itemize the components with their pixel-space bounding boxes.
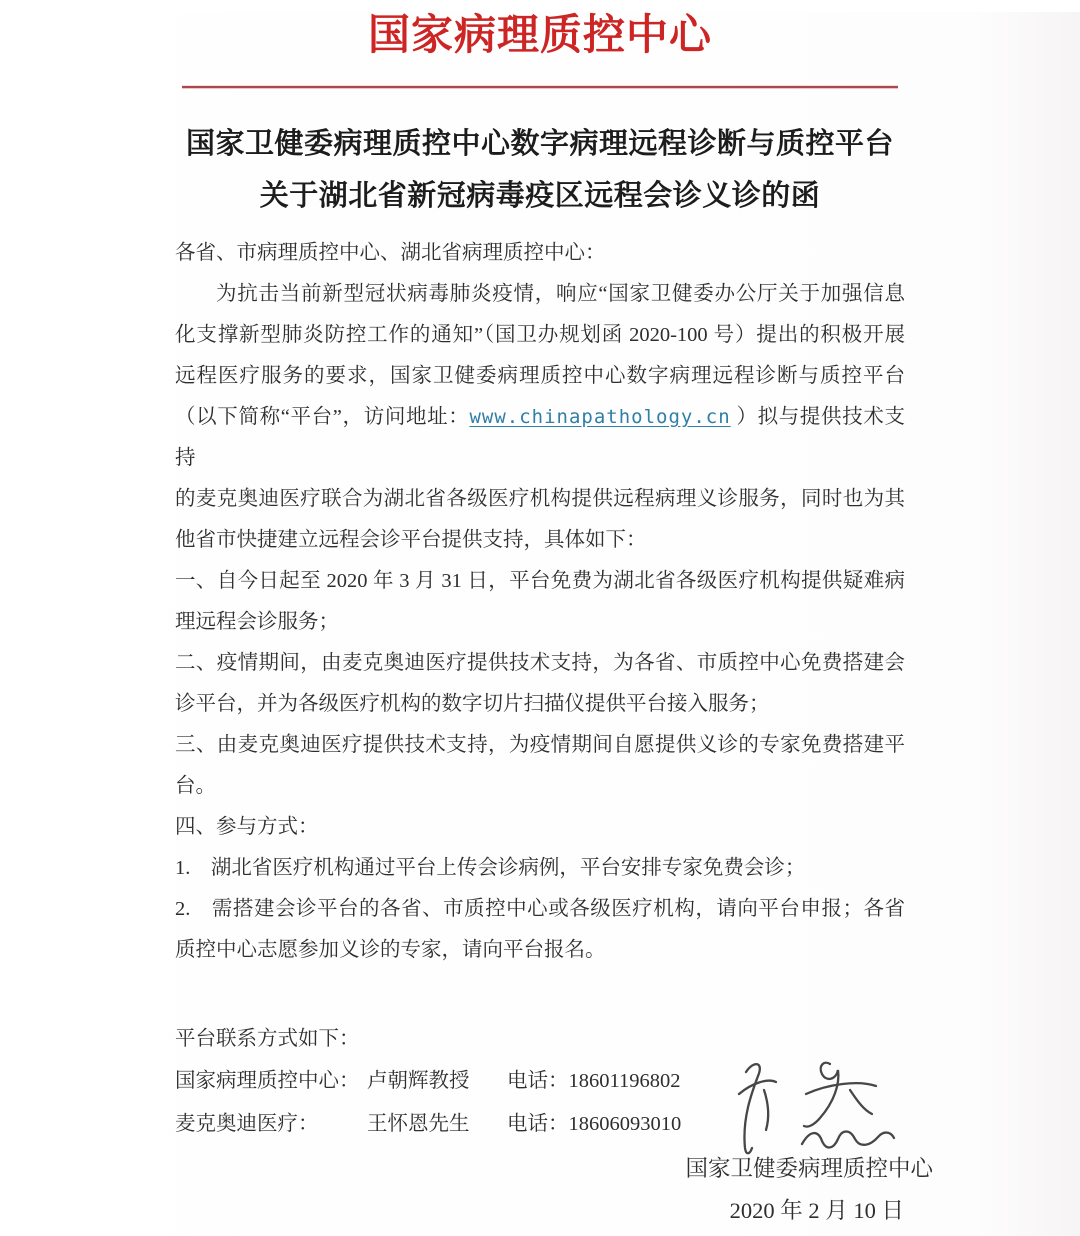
closing-date: 2020 年 2 月 10 日 <box>729 1198 904 1223</box>
signature-image <box>712 1050 912 1165</box>
link-line-before: （以下简称“平台”，访问地址： <box>175 406 470 428</box>
sub-item-2-line1: 2. 需搭建会诊平台的各省、市质控中心或各级医疗机构，请向平台申报；各省 <box>175 898 905 920</box>
list-item-2-line2: 诊平台，并为各级医疗机构的数字切片扫描仪提供平台接入服务； <box>175 693 770 715</box>
link-line-after: ）拟与提供技术支持 <box>175 406 905 469</box>
list-item-2-line1: 二、疫情期间，由麦克奥迪医疗提供技术支持，为各省、市质控中心免费搭建会 <box>175 652 905 674</box>
contact-person: 王怀恩先生 <box>367 1113 470 1135</box>
contact-phone: 电话：18606093010 <box>507 1113 682 1135</box>
contact-org: 麦克奥迪医疗： <box>175 1113 319 1135</box>
list-item-4: 四、参与方式： <box>175 816 319 838</box>
closing-org-name: 国家卫健委病理质控中心 <box>685 1156 933 1181</box>
contact-person: 卢朝辉教授 <box>367 1070 470 1092</box>
letterhead-divider <box>182 86 898 88</box>
document-page <box>0 12 1080 1236</box>
list-item-1-line2: 理远程会诊服务； <box>175 611 339 633</box>
document-title-line1: 国家卫健委病理质控中心数字病理远程诊断与质控平台 <box>185 128 894 160</box>
contact-intro: 平台联系方式如下： <box>175 1028 360 1050</box>
list-item-1-line1: 一、自今日起至 2020 年 3 月 31 日，平台免费为湖北省各级医疗机构提供疑难病 <box>175 570 905 592</box>
platform-url-link[interactable]: www.chinapathology.cn <box>469 406 731 428</box>
body-line: 远程医疗服务的要求，国家卫健委病理质控中心数字病理远程诊断与质控平台 <box>175 365 905 387</box>
sub-item-1: 1. 湖北省医疗机构通过平台上传会诊病例，平台安排专家免费会诊； <box>175 857 806 879</box>
body-line: 化支撑新型肺炎防控工作的通知”（国卫办规划函 2020-100 号）提出的积极开展 <box>175 324 905 346</box>
list-item-3-line2: 台。 <box>175 775 216 797</box>
sub-item-2-line2: 质控中心志愿参加义诊的专家，请向平台报名。 <box>175 939 606 961</box>
letter-body <box>175 233 905 971</box>
letterhead-title: 国家病理质控中心 <box>367 13 712 59</box>
body-line: 他省市快捷建立远程会诊平台提供支持，具体如下： <box>175 529 647 551</box>
body-line: 为抗击当前新型冠状病毒肺炎疫情，响应“国家卫健委办公厅关于加强信息 <box>216 283 905 305</box>
document-title-line2: 关于湖北省新冠病毒疫区远程会诊义诊的函 <box>259 180 821 212</box>
body-line: 的麦克奥迪医疗联合为湖北省各级医疗机构提供远程病理义诊服务，同时也为其 <box>175 488 905 510</box>
body-line-with-link <box>175 397 905 479</box>
salutation-line: 各省、市病理质控中心、湖北省病理质控中心： <box>175 242 606 264</box>
contact-phone: 电话：18601196802 <box>507 1070 681 1092</box>
list-item-3-line1: 三、由麦克奥迪医疗提供技术支持，为疫情期间自愿提供义诊的专家免费搭建平 <box>175 734 905 756</box>
contact-org: 国家病理质控中心： <box>175 1070 360 1092</box>
